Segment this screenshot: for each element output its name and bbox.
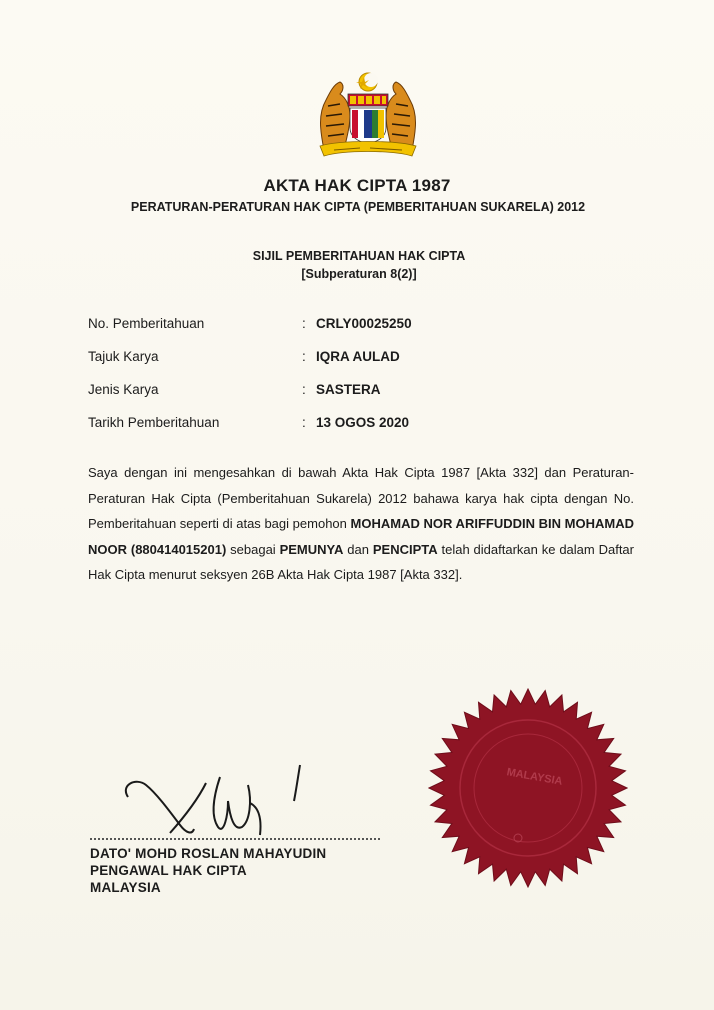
signature-line — [90, 838, 380, 840]
official-seal-icon — [428, 688, 628, 888]
seal-text: MALAYSIA — [505, 766, 564, 788]
detail-label: Jenis Karya — [88, 382, 159, 397]
signatory-country: MALAYSIA — [90, 880, 161, 895]
statement-text: telah didaftarkan ke dalam Daftar Hak Cipta menurut seksyen 26B Akta Hak Cipta 1987 [Akta 332]. — [88, 541, 634, 583]
detail-colon: : — [302, 316, 306, 331]
detail-label: No. Pemberitahuan — [88, 316, 205, 331]
signatory-position: PENGAWAL HAK CIPTA — [90, 863, 247, 878]
statement-text: Saya dengan ini mengesahkan di bawah Akta Hak Cipta 1987 [Akta 332] dan Peraturan-Peraturan Hak Cipta (Pemberitahuan Sukarela) 2012 bahawa karya hak cipta dengan No. Pemberitahuan seperti di atas bagi pemohon — [88, 465, 634, 532]
signature — [110, 755, 340, 845]
detail-value: SASTERA — [316, 382, 381, 397]
detail-colon: : — [302, 415, 306, 430]
detail-value: 13 OGOS 2020 — [316, 415, 410, 430]
statement-text: dan — [347, 541, 369, 557]
certificate-title: SIJIL PEMBERITAHUAN HAK CIPTA — [252, 249, 466, 263]
statement-text: sebagai — [230, 541, 276, 557]
role-owner: PEMUNYA — [279, 541, 344, 557]
detail-value: IQRA AULAD — [316, 349, 400, 364]
regulation-title: PERATURAN-PERATURAN HAK CIPTA (PEMBERITAHUAN SUKARELA) 2012 — [130, 200, 586, 214]
detail-label: Tarikh Pemberitahuan — [88, 415, 220, 430]
detail-colon: : — [302, 349, 306, 364]
subregulation-ref: [Subperaturan 8(2)] — [301, 267, 417, 281]
detail-label: Tajuk Karya — [88, 349, 159, 364]
detail-value: CRLY00025250 — [316, 316, 412, 331]
role-creator: PENCIPTA — [372, 541, 438, 557]
applicant-name: MOHAMAD NOR ARIFFUDDIN BIN MOHAMAD NOOR (880414015201) — [88, 516, 634, 557]
detail-colon: : — [302, 382, 306, 397]
signatory-name: DATO' MOHD ROSLAN MAHAYUDIN — [90, 846, 327, 861]
act-title: AKTA HAK CIPTA 1987 — [263, 176, 451, 195]
coat-of-arms-icon — [310, 70, 426, 162]
certification-statement — [88, 460, 634, 588]
